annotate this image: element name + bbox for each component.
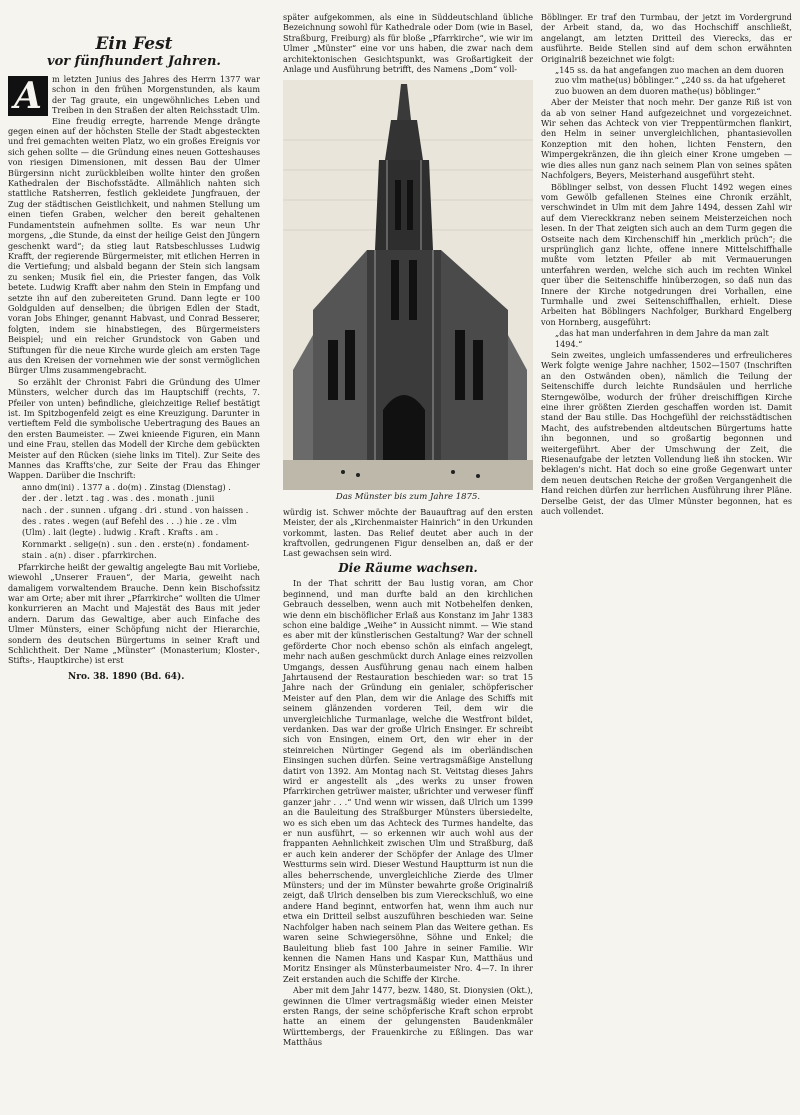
- article-title: Ein Fest: [95, 34, 173, 54]
- paragraph: m letzten Junius des Jahres des Herrn 1377 war schon in den frühen Morgenstunden, als kaum der Tag graute, ein ungewöhnliches Leben und Treiben in den Straßen der alten Reichsstadt Ulm. Eine freudig erregte, harrende Menge drängte gegen einen auf der höchsten Stelle der Stadt abgesteckten und frei gemachten weiten Platz, wo ein großes Ereignis vor sich gehen sollte — die Gründung eines neuen Gotteshauses von riesigen Dimensionen, mit dessen Bau der Ulmer Bürgersinn nicht zurückbleiben wollte hinter den großen Kathedralen der Bischofsstädte. Allmählich nahten sich stattliche Ratsherren, festlich gekleidete Jungfrauen, der Zug der städtischen Geistlichkeit, und nahmen Stellung um einen tiefen Graben, welcher den bereit gehaltenen Fundamentstein aufnehmen sollte. Es war neun Uhr morgens, „die Stunde, da einst der heilige Geist den Jüngern geschenkt ward“; da stieg laut Ratsbeschlusses Ludwig Krafft, der regierende Bürgermeister, mit etlichen Herren in die Vertiefung; und alsbald begann der Stein sich langsam zu senken; Musik fiel ein, die Priester fangen, das Volk betete. Ludwig Krafft aber nahm den Stein in Empfang und setzte ihn auf den zubereiteten Grund. Dann legte er 100 Goldgulden auf denselben; die übrigen Edlen der Stadt, voran Jobs Ehinger, genannt Habvast, und Conrad Besserer, folgten, indem sie hinabstiegen, des Bürgermeisters Beispiel; und ein reicher Grundstock von Gaben und Stiftungen für die neue Kirche wurde gleich am ersten Tage aus den Kreisen der vornehmen wie der sonst vermöglichen Bürger Ulms zusammengebracht.: [8, 74, 260, 376]
- issue-footer: Nro. 38. 1890 (Bd. 64).: [68, 671, 185, 682]
- inscription: [8, 482, 260, 561]
- paragraph: So erzählt der Chronist Fabri die Gründung des Ulmer Münsters, welcher durch das im Hauptschiff (rechts, 7. Pfeiler von unten) befindliche, gleichzeitige Relief bestätigt ist. Im Spitzbogenfeld zeigt es eine Kreuzigung. Darunter in vertieftem Feld die symbolische Uebertragung des Baues an den ersten Baumeister. — Zwei knieende Figuren, ein Mann und eine Frau, stellen das Modell der Kirche dem gebückten Meister auf den Rücken (siehe links im Titel). Zur Seite des Mannes das Kraffts'che, zur Seite der Frau das Ehinger Wappen. Darüber die Inschrift:: [8, 376, 260, 481]
- inscription-line: nach . der . sunnen . ufgang . dri . stund . von haissen .: [22, 504, 249, 515]
- inscription-line: des . rates . wegen (auf Befehl des . . .) hie . ze . vlm: [22, 516, 237, 527]
- inscription-line: anno dm(ini) . 1377 a . do(m) . Zinstag (Dienstag) .: [22, 481, 231, 492]
- paragraph: Sein zweites, ungleich umfassenderes und erfreulicheres Werk folgte wenige Jahre nachher, 1502—1507 (Inschriften an den Ostwänden oben), nämlich die Teilung der Seitenschiffe durch leichte Rundsäulen und herrliche Sterngewölbe, wodurch der früher dreischiffigen Kirche eine ihrer größten Zierden geschaffen worden ist. Damit stand der Bau stille. Das Hochgefühl der reichsstädtischen Macht, des aufstrebenden altdeutschen Bürgertums hatte ihn begonnen, und so großartig begonnen und weitergeführt. Aber der Umschwung der Zeit, die Riesenaufgabe der letzten Vollendung ließ ihn stocken. Wir beklagen's nicht. Hat doch so eine große Gegenwart unter dem neuen deutschen Reiche der großen Vergangenheit die Hand reichen dürfen zur herrlichen Ausführung ihrer Pläne. Derselbe Geist, der das Ulmer Münster begonnen, hat es auch vollendet.: [541, 350, 792, 517]
- paragraph: Pfarrkirche heißt der gewaltig angelegte Bau mit Vorliebe, wiewohl „Unserer Frauen“, der Maria, geweiht nach damaligem vorwaltendem Brauche. Denn kein Bischofssitz war am Orte; aber mit ihrer „Pfarrkirche“ wollten die Ulmer konkurrieren an Macht und Majestät des Baus mit jeder andern. Darum das Gewaltige, aber auch Einfache des Ulmer Münsters, einer Schöpfung nicht der Hierarchie, sondern des deutschen Bürgertums in seiner Kraft und Schlichtheit. Der Name „Münster“ (Monasterium; Kloster-, Stifts-, Hauptkirche) ist erst: [8, 561, 260, 666]
- inscription-line: der . der . letzt . tag . was . des . monath . junii: [22, 493, 215, 504]
- section-heading: Die Räume wachsen.: [338, 560, 478, 575]
- figure-caption: Das Münster bis zum Jahre 1875.: [335, 492, 481, 503]
- paragraph: Aber der Meister that noch mehr. Der ganze Riß ist von da ab von seiner Hand aufgezeichnet und vorgezeichnet. Wir sehen das Achteck von vier Treppentürmchen flankirt, den Helm in seiner unvergleichlichen, phantasievollen Konzeption mit den hohen, lichten Fenstern, den Wimpergekränzen, die ihn gleich einer Krone umgeben — wie dies alles nun ganz nach seinem Plan von seines späten Nachfolgers, Beyers, Meisterhand ausgeführt steht.: [541, 97, 792, 181]
- inscription-line: stain . a(n) . diser . pfarrkirchen.: [22, 550, 157, 561]
- quote: „das hat man underfahren in dem Jahre da man zalt 1494.“: [555, 328, 769, 349]
- paragraph: In der That schritt der Bau lustig voran, am Chor beginnend, und man durfte bald an den kirchlichen Gebrauch desselben, wenn auch mit Notbehelfen denken, wie denn ein bischöflicher Erlaß aus Konstanz im Jahr 1383 schon eine baldige „Weihe“ in Aussicht nimmt. — Wie stand es aber mit der künstlerischen Gestaltung? War der schnell geförderte Chor noch ebenso schön als einfach angelegt, mehr nach außen geschmückt durch Anlage eines reizvollen Umgangs, dessen Ausführung genau nach einem halben Jahrtausend der Restauration beschieden war: so trat 15 Jahre nach der Gründung ein genialer, schöpferischer Meister auf den Plan, dem wir die Anlage des Schiffs mit seinem glänzenden vorderen Teil, dem wir die unvergleichliche Turmanlage, welche die Westfront bildet, verdanken. Das war der große Ulrich Ensinger. Er schreibt sich von Ensingen, einem Ort, den wir eher in der steinreichen Nürtinger Gegend als im oberländischen Einsingen suchen dürfen. Seine vertragsmäßige Anstellung datirt von 1392. Am Montag nach St. Veitstag dieses Jahrs wird er angestellt als „des werks zu unser frowen Pfarrkirchen getrüwer maister, ußrichter und verweser fünff ganzer jahr . . .“ Und wenn wir wissen, daß Ulrich um 1399 an die Bauleitung des Straßburger Münsters übersiedelte, wo es sich eben um das Achteck des Turmes handelte, das er nun ausführt, — so erkennen wir auch wohl aus der frappanten Aehnlichkeit zwischen Ulm und Straßburg, daß er auch kein anderer der Schöpfer der Anlage des Ulmer Westturms sein wird. Dieser Westund Hauptturm ist nun die alles beherrschende, unvergleichliche Zierde des Ulmer Münsters; und der im Münster bewahrte große Originalriß zeigt, daß Ulrich denselben bis zum Viereckschluß, wo eine andere Hand beginnt, entworfen hat, wenn ihm auch nur etwa ein Dritteil selbst auszuführen beschieden war. Seine Nachfolger haben nach seinem Plan das Weitere gethan. Es waren seine Schwiegersöhne, Söhne und Enkel; die Bauleitung blieb fast 100 Jahre in seiner Familie. Wir kennen die Namen Hans und Kaspar Kun, Matthäus und Moritz Ensinger als Münsterbaumeister Nro. 4—7. In ihrer Zeit erstanden auch die Schiffe der Kirche.: [283, 578, 533, 984]
- dropcap-ornament-icon: A: [8, 76, 48, 116]
- inscription-line: Kornmarkt . selige(n) . sun . den . erste(n) . fondament-: [22, 538, 250, 549]
- column-3: [541, 12, 792, 518]
- column-1: [8, 12, 260, 683]
- paragraph: Böblinger selbst, von dessen Flucht 1492 wegen eines vom Gewölb gefallenen Steines eine Chronik erzählt, verschwindet in Ulm mit dem Jahre 1494, dessen Zahl wir auf dem Viereckkranz neben seinem Meisterzeichen noch lesen. In der That zeigten sich auch an dem Turm gegen die Ostseite nach dem Kirchenschiff hin „merklich prüch“; die ursprünglich ganz lichte, offene innere Mittelschiffhalle mußte vom letzten Pfeiler ab mit Vermauerungen unterfahren werden, welche sich auch im rechten Winkel quer über die Seitenschiffe hinüberzogen, so daß nun das Innere der Kirche notgedrungen drei Vorhallen, eine Turmhalle und zwei Seitenschiffhallen, erhielt. Diese Arbeiten hat Böblingers Nachfolger, Burkhard Engelberg von Hornberg, ausgeführt:: [541, 181, 792, 327]
- paragraph: Aber mit dem Jahr 1477, bezw. 1480, St. Dionysien (Okt.), gewinnen die Ulmer vertragsmäßig wieder einen Meister ersten Rangs, der seine schöpferische Kraft schon erprobt hatte an einem der gelungensten Baudenkmäler Württembergs, der Frauenkirche zu Eßlingen. Das war Matthäus: [283, 985, 533, 1048]
- quote: „145 ss. da hat angefangen zuo machen an dem duoren zuo vlm mathe(us) böblinger.“ „240 ss. da hat ufgeheret zuo buowen an dem duoren mathe(us) böblinger.“: [555, 65, 786, 96]
- column-2: [283, 12, 533, 1049]
- article-subtitle: vor fünfhundert Jahren.: [47, 54, 221, 69]
- paragraph: Böblinger. Er traf den Turmbau, der jetzt im Vordergrund der Arbeit stand, da, wo das Hochschiff anschließt, angelangt, am letzten Dritteil des Vierecks, das er ausführte. Beide Stellen sind auf dem schon erwähnten Originalriß bezeichnet wie folgt:: [541, 12, 792, 64]
- minster-engraving-icon: [283, 80, 533, 490]
- paragraph: würdig ist. Schwer möchte der Bauauftrag auf den ersten Meister, der als „Kirchenmaister Hainrich“ in den Urkunden vorkommt, lasten. Das Relief deutet aber auch in der kraftvollen, gedrungenen Figur denselben an, daß er der Last gewachsen sein wird.: [283, 506, 533, 559]
- inscription-line: (Ulm) . lait (legte) . ludwig . Kraft . Krafts . am .: [22, 527, 219, 538]
- minster-figure: [283, 80, 533, 502]
- paragraph: später aufgekommen, als eine in Süddeutschland übliche Bezeichnung sowohl für Kathedrale oder Dom (wie in Basel, Straßburg, Freiburg) als für bloße „Pfarrkirche“, wie wir im Ulmer „Münster“ eine vor uns haben, die zwar nach dem architektonischen Gesichtspunkt, was Großartigkeit der Anlage und Ausführung betrifft, des Namens „Dom“ voll-: [283, 12, 533, 75]
